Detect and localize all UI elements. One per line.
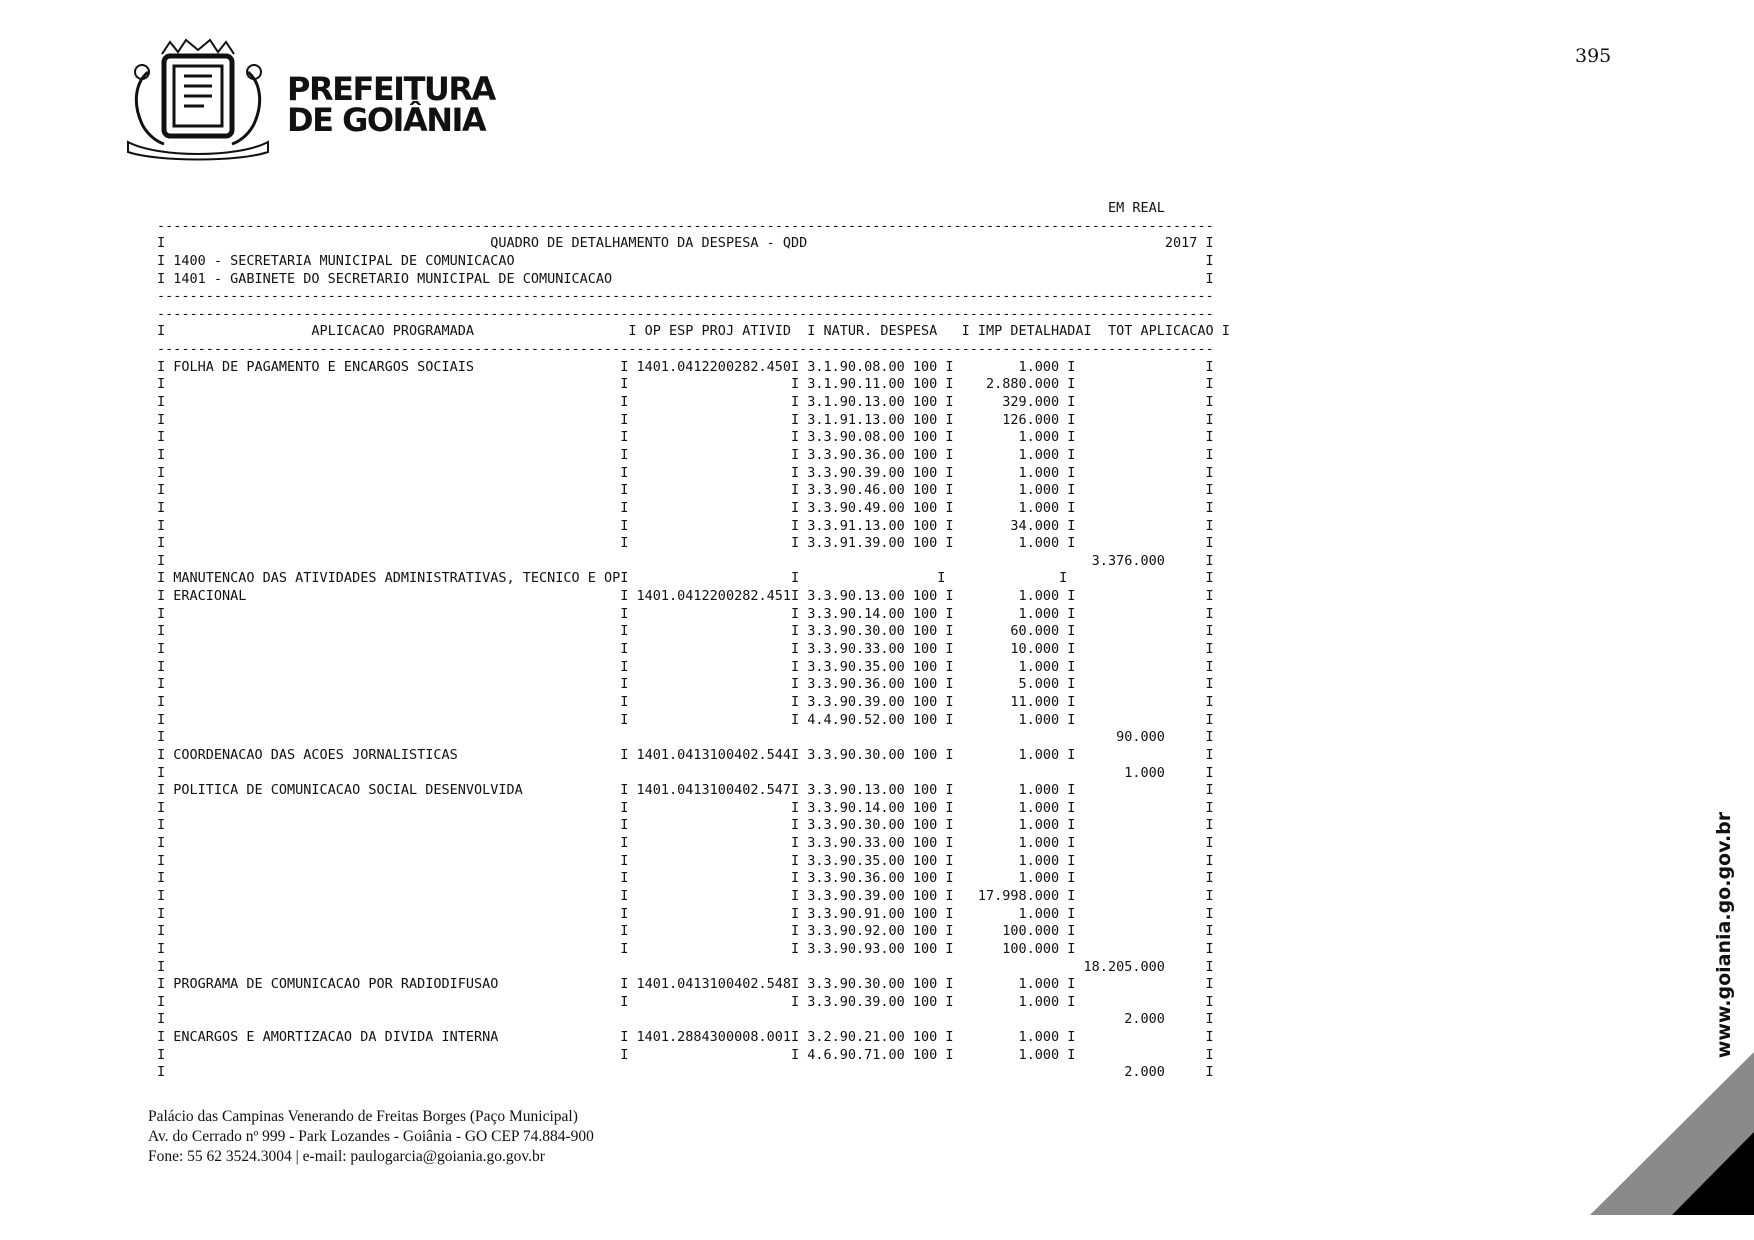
detail-row: I ERACIONAL I 1401.0412200282.451I 3.3.90.13.00 100 I 1.000 I I — [157, 588, 1214, 605]
detail-row: I I I 3.3.90.08.00 100 I 1.000 I I — [157, 429, 1214, 446]
detail-row: I I I 3.1.91.13.00 100 I 126.000 I I — [157, 411, 1214, 428]
detail-row: I I I 3.3.90.39.00 100 I 11.000 I I — [157, 693, 1214, 710]
group-total: I 1.000 I — [157, 764, 1214, 781]
detail-row: I I I 3.3.90.33.00 100 I 1.000 I I — [157, 835, 1214, 852]
detail-row: I I I 3.3.91.13.00 100 I 34.000 I I — [157, 517, 1214, 534]
currency-note: EM REAL — [157, 200, 1165, 216]
detail-row: I I I 3.1.90.11.00 100 I 2.880.000 I I — [157, 376, 1214, 393]
group-row: I ENCARGOS E AMORTIZACAO DA DIVIDA INTERNA I 1401.2884300008.001I 3.2.90.21.00 100 I 1.000 I I — [157, 1029, 1214, 1046]
rule: ---------------------------------------------------------------------------------------------------------------------------------- — [157, 305, 1214, 322]
brand-line1: PREFEITURA — [287, 70, 495, 108]
group-row: I PROGRAMA DE COMUNICACAO POR RADIODIFUSAO I 1401.0413100402.548I 3.3.90.30.00 100 I 1.000 I I — [157, 976, 1214, 993]
footer-line2: Av. do Cerrado nº 999 - Park Lozandes - Goiânia - GO CEP 74.884-900 — [148, 1128, 594, 1145]
detail-row: I I I 3.3.90.49.00 100 I 1.000 I I — [157, 499, 1214, 516]
detail-row: I I I 3.3.90.92.00 100 I 100.000 I I — [157, 923, 1214, 940]
detail-row: I I I 3.3.90.36.00 100 I 1.000 I I — [157, 870, 1214, 887]
rule: ---------------------------------------------------------------------------------------------------------------------------------- — [157, 217, 1214, 234]
detail-row: I I I 3.3.90.33.00 100 I 10.000 I I — [157, 641, 1214, 658]
website-url: www.goiania.go.gov.br — [1713, 811, 1735, 1059]
org-secretariat: I 1400 - SECRETARIA MUNICIPAL DE COMUNICACAO I — [157, 252, 1214, 269]
page-number: 395 — [1575, 45, 1612, 67]
group-total: I 18.205.000 I — [157, 958, 1214, 975]
detail-row: I I I 3.3.91.39.00 100 I 1.000 I I — [157, 535, 1214, 552]
detail-row: I I I 3.3.90.39.00 100 I 1.000 I I — [157, 464, 1214, 481]
coat-of-arms-logo — [118, 32, 278, 162]
rule: ---------------------------------------------------------------------------------------------------------------------------------- — [157, 288, 1214, 305]
group-row: I FOLHA DE PAGAMENTO E ENCARGOS SOCIAIS I 1401.0412200282.450I 3.1.90.08.00 100 I 1.000 I I — [157, 358, 1214, 375]
detail-row: I I I 3.3.90.93.00 100 I 100.000 I I — [157, 940, 1214, 957]
column-headers: I APLICACAO PROGRAMADA I OP ESP PROJ ATIVID I NATUR. DESPESA I IMP DETALHADAI TOT APLICACAO I — [157, 323, 1230, 340]
detail-row: I I I 3.3.90.36.00 100 I 1.000 I I — [157, 446, 1214, 463]
detail-row: I I I 3.1.90.13.00 100 I 329.000 I I — [157, 394, 1214, 411]
group-label: I MANUTENCAO DAS ATIVIDADES ADMINISTRATIVAS, TECNICO E OPI I I I I — [157, 570, 1214, 587]
org-cabinet: I 1401 - GABINETE DO SECRETARIO MUNICIPAL DE COMUNICACAO I — [157, 270, 1214, 287]
detail-row: I I I 3.3.90.35.00 100 I 1.000 I I — [157, 852, 1214, 869]
group-row: I POLITICA DE COMUNICACAO SOCIAL DESENVOLVIDA I 1401.0413100402.547I 3.3.90.13.00 100 I 1.000 I I — [157, 782, 1214, 799]
footer-line1: Palácio das Campinas Venerando de Freitas Borges (Paço Municipal) — [148, 1108, 578, 1125]
group-total: I 90.000 I — [157, 729, 1214, 746]
detail-row: I I I 3.3.90.91.00 100 I 1.000 I I — [157, 905, 1214, 922]
detail-row: I I I 3.3.90.36.00 100 I 5.000 I I — [157, 676, 1214, 693]
report-title: I QUADRO DE DETALHAMENTO DA DESPESA - QDD 2017 I — [157, 235, 1214, 252]
footer-address — [148, 1107, 594, 1167]
detail-row: I I I 3.3.90.30.00 100 I 60.000 I I — [157, 623, 1214, 640]
rule: ---------------------------------------------------------------------------------------------------------------------------------- — [157, 341, 1214, 358]
group-total: I 2.000 I — [157, 1011, 1214, 1028]
group-total: I 2.000 I — [157, 1064, 1214, 1081]
detail-row: I I I 3.3.90.39.00 100 I 17.998.000 I I — [157, 887, 1214, 904]
group-row: I COORDENACAO DAS ACOES JORNALISTICAS I 1401.0413100402.544I 3.3.90.30.00 100 I 1.000 I I — [157, 746, 1214, 763]
detail-row: I I I 3.3.90.14.00 100 I 1.000 I I — [157, 605, 1214, 622]
detail-row: I I I 3.3.90.30.00 100 I 1.000 I I — [157, 817, 1214, 834]
detail-row: I I I 3.3.90.35.00 100 I 1.000 I I — [157, 658, 1214, 675]
detail-row: I I I 3.3.90.39.00 100 I 1.000 I I — [157, 993, 1214, 1010]
detail-row: I I I 4.6.90.71.00 100 I 1.000 I I — [157, 1046, 1214, 1063]
detail-row: I I I 4.4.90.52.00 100 I 1.000 I I — [157, 711, 1214, 728]
brand-name — [287, 70, 495, 139]
group-total: I 3.376.000 I — [157, 552, 1214, 569]
brand-line2: DE GOIÂNIA — [287, 101, 486, 139]
footer-line3: Fone: 55 62 3524.3004 | e-mail: paulogarcia@goiania.go.gov.br — [148, 1148, 545, 1165]
detail-row: I I I 3.3.90.46.00 100 I 1.000 I I — [157, 482, 1214, 499]
corner-decoration — [1590, 1052, 1754, 1215]
expense-detail-report — [157, 200, 1230, 1082]
detail-row: I I I 3.3.90.14.00 100 I 1.000 I I — [157, 799, 1214, 816]
